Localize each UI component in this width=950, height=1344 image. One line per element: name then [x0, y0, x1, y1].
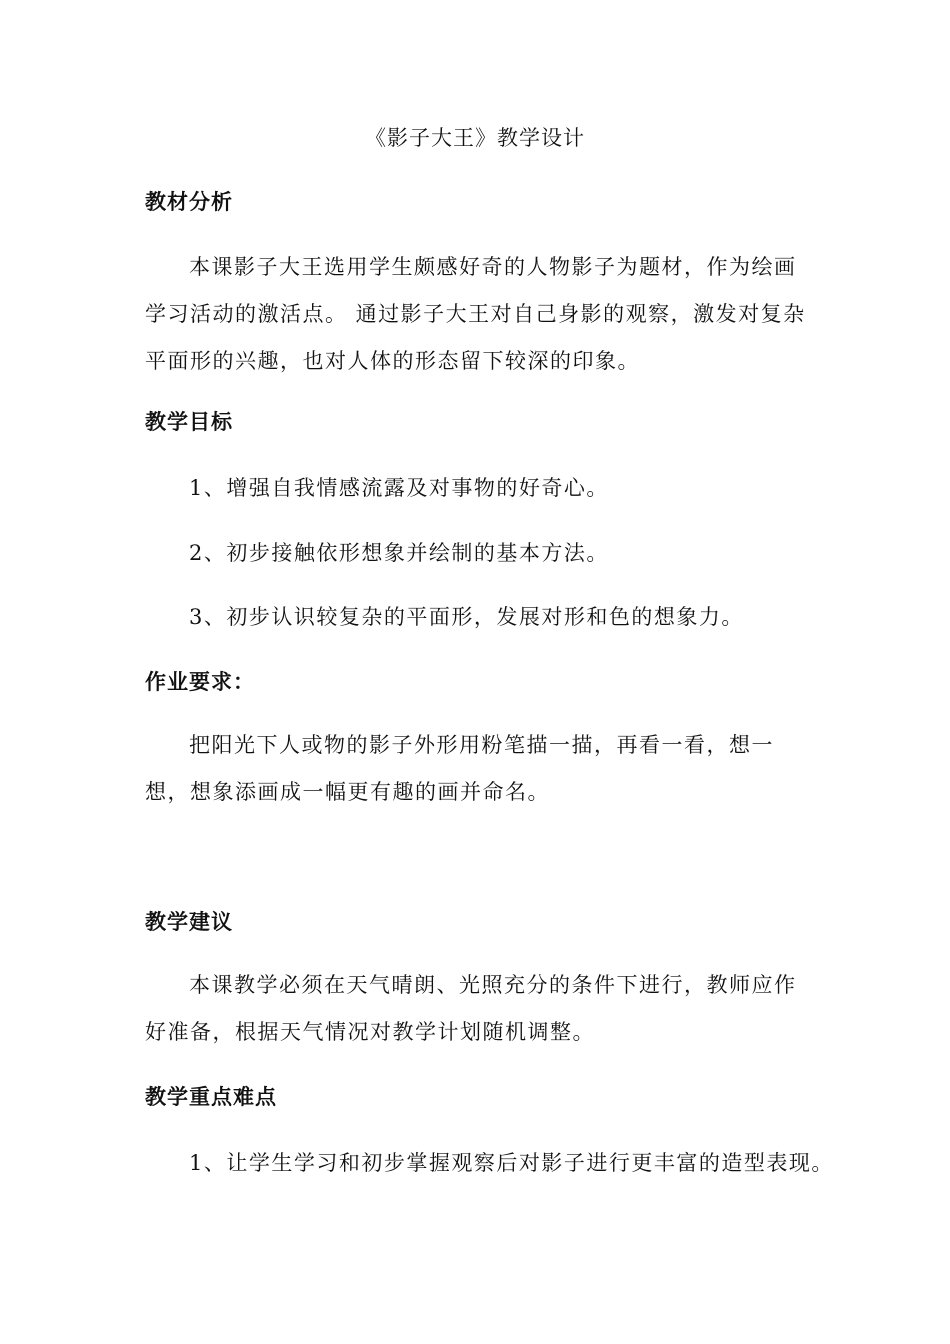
paragraph-analysis: 本课影子大王选用学生颇感好奇的人物影子为题材，作为绘画学习活动的激活点。 通过影子大王对自己身影的观察，激发对复杂平面形的兴趣，也对人体的形态留下较深的印象。	[145, 255, 806, 373]
heading-keypoints: 教学重点难点	[145, 1084, 277, 1109]
paragraph-homework: 把阳光下人或物的影子外形用粉笔描一描，再看一看，想一想，想象添画成一幅更有趣的画并命名。	[145, 733, 774, 804]
goal-item-1: 1、增强自我情感流露及对事物的好奇心。	[189, 476, 609, 500]
paragraph-suggestions: 本课教学必须在天气晴朗、光照充分的条件下进行，教师应作好准备，根据天气情况对教学计划随机调整。	[145, 973, 797, 1044]
document-title: 《影子大王》教学设计	[365, 126, 585, 150]
keypoint-item-1: 1、让学生学习和初步掌握观察后对影子进行更丰富的造型表现。	[189, 1151, 834, 1175]
heading-homework: 作业要求：	[145, 669, 255, 694]
heading-suggestions: 教学建议	[145, 909, 233, 934]
goal-item-2: 2、初步接触依形想象并绘制的基本方法。	[189, 541, 609, 565]
goal-item-3: 3、初步认识较复杂的平面形，发展对形和色的想象力。	[189, 605, 744, 629]
heading-analysis: 教材分析	[145, 189, 233, 214]
heading-goals: 教学目标	[145, 409, 233, 434]
